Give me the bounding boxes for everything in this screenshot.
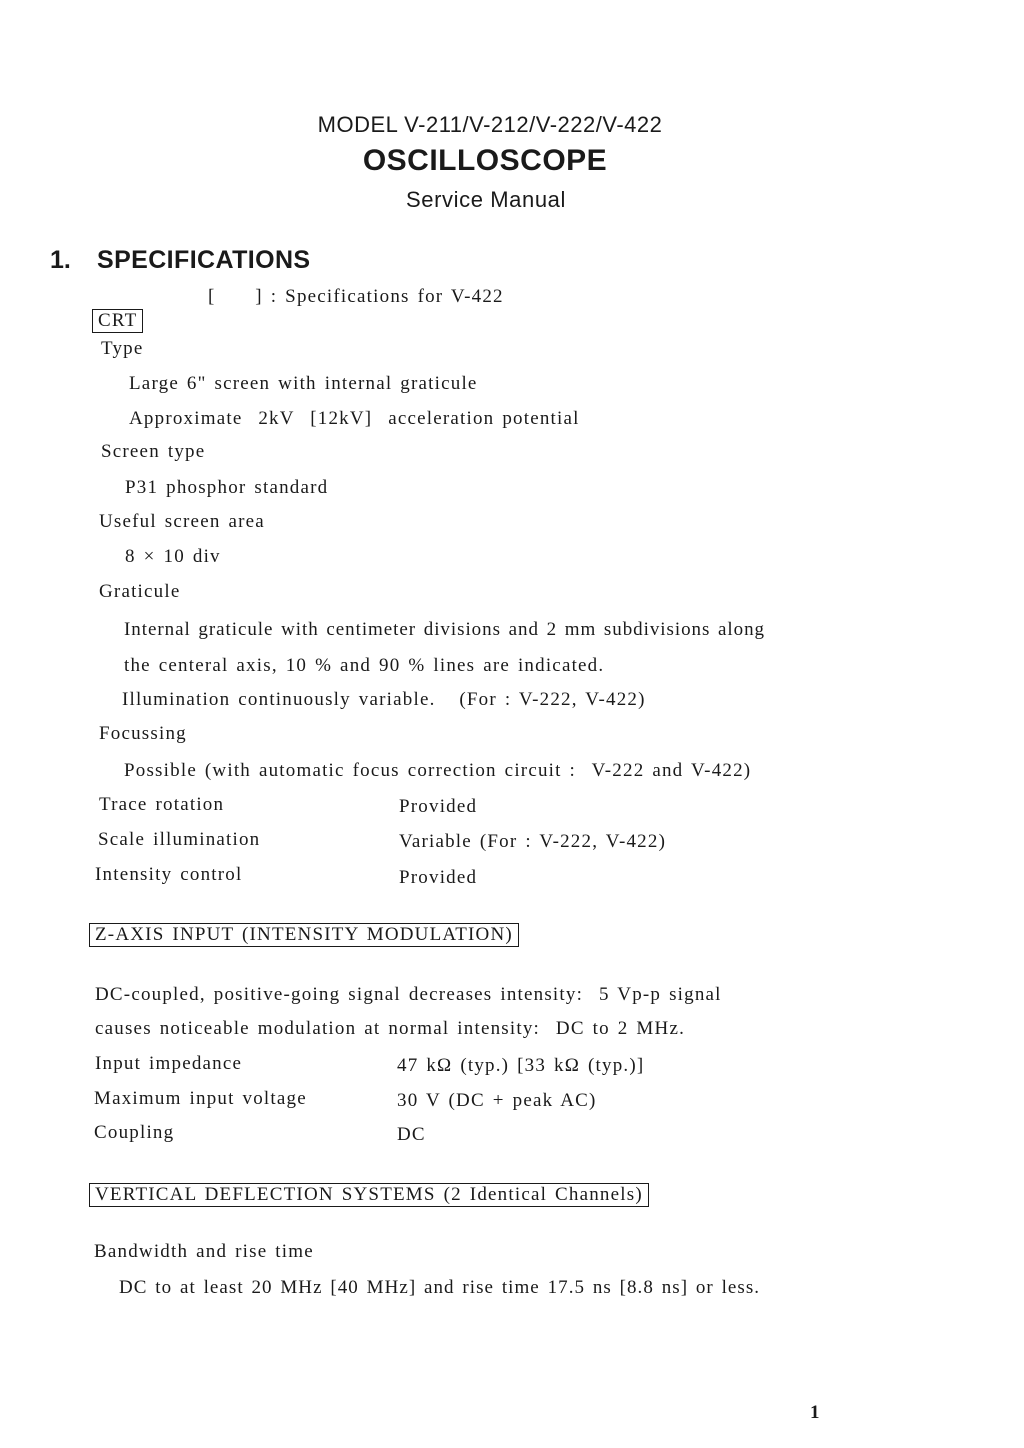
section-number: 1. — [50, 246, 71, 274]
graticule-line3: Illumination continuously variable. (For : V-222, V-422) — [122, 689, 646, 710]
scale-illumination-value: Variable (For : V-222, V-422) — [399, 831, 667, 852]
focussing-label: Focussing — [99, 723, 187, 744]
focussing-value: Possible (with automatic focus correction circuit : V-222 and V-422) — [124, 760, 752, 781]
trace-rotation-label: Trace rotation — [99, 794, 225, 815]
crt-heading: CRT — [92, 309, 143, 333]
graticule-line2: the centeral axis, 10 % and 90 % lines are indicated. — [124, 655, 605, 676]
trace-rotation-value: Provided — [399, 796, 478, 817]
max-voltage-label: Maximum input voltage — [94, 1088, 307, 1109]
scale-illumination-label: Scale illumination — [98, 829, 261, 850]
max-voltage-value: 30 V (DC + peak AC) — [397, 1090, 597, 1111]
input-impedance-label: Input impedance — [95, 1053, 243, 1074]
crt-type-label: Type — [101, 338, 144, 359]
bandwidth-label: Bandwidth and rise time — [94, 1241, 314, 1262]
crt-type-line2: Approximate 2kV [12kV] acceleration potential — [129, 408, 580, 429]
page-number: 1 — [810, 1402, 820, 1423]
z-axis-desc-line2: causes noticeable modulation at normal intensity: DC to 2 MHz. — [95, 1018, 686, 1039]
spec-legend: [ ] : Specifications for V-422 — [208, 286, 504, 307]
document-subtitle: Service Manual — [405, 187, 567, 212]
z-axis-desc-line1: DC-coupled, positive-going signal decreases intensity: 5 Vp-p signal — [95, 984, 722, 1005]
vertical-heading: VERTICAL DEFLECTION SYSTEMS (2 Identical Channels) — [89, 1183, 649, 1207]
z-axis-heading: Z-AXIS INPUT (INTENSITY MODULATION) — [89, 923, 519, 947]
graticule-line1: Internal graticule with centimeter divisions and 2 mm subdivisions along — [124, 619, 765, 640]
intensity-control-value: Provided — [399, 867, 478, 888]
bandwidth-value: DC to at least 20 MHz [40 MHz] and rise time 17.5 ns [8.8 ns] or less. — [119, 1277, 761, 1298]
useful-area-label: Useful screen area — [99, 511, 265, 532]
crt-type-line1: Large 6" screen with internal graticule — [129, 373, 478, 394]
screen-type-value: P31 phosphor standard — [125, 477, 329, 498]
document-title: OSCILLOSCOPE — [362, 144, 608, 177]
graticule-label: Graticule — [99, 581, 181, 602]
input-impedance-value: 47 kΩ (typ.) [33 kΩ (typ.)] — [397, 1055, 645, 1076]
useful-area-value: 8 × 10 div — [125, 546, 221, 567]
section-title: SPECIFICATIONS — [97, 246, 311, 274]
model-line: MODEL V-211/V-212/V-222/V-422 — [317, 112, 663, 137]
intensity-control-label: Intensity control — [95, 864, 243, 885]
coupling-value: DC — [397, 1124, 426, 1145]
screen-type-label: Screen type — [101, 441, 206, 462]
coupling-label: Coupling — [94, 1122, 175, 1143]
